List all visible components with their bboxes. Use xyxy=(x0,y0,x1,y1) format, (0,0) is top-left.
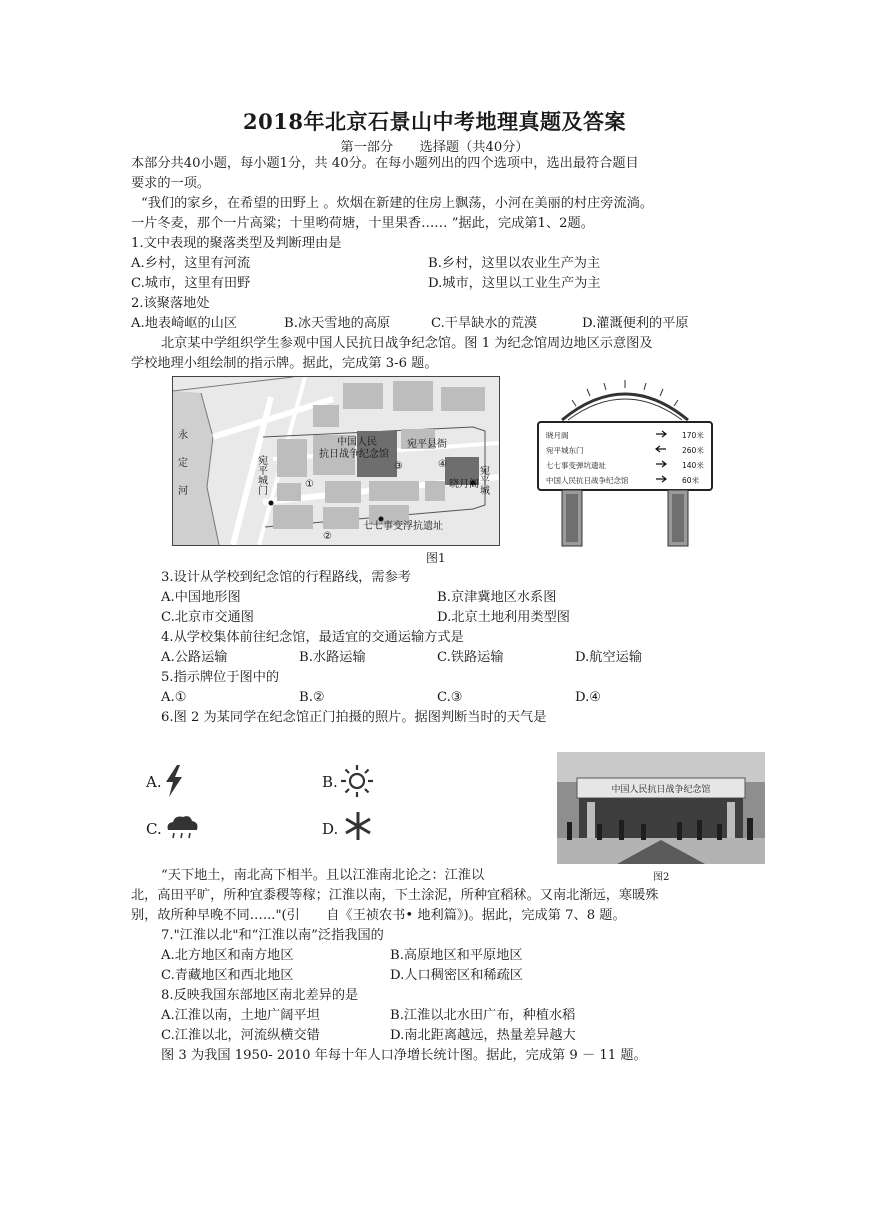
q1-option-c: C.城市，这里有田野 xyxy=(131,276,251,291)
q4-option-d: D.航空运输 xyxy=(575,650,643,665)
q1-option-d: D.城市，这里以工业生产为主 xyxy=(428,276,601,291)
map-river-label: 永定河 xyxy=(175,429,187,513)
map-marker-3: ③ xyxy=(394,461,403,472)
map-east-gate-label: 宛平城 xyxy=(477,465,489,495)
sign-row-1-name: 晓月阁 xyxy=(546,431,569,440)
q1-option-a: A.乡村，这里有河流 xyxy=(131,256,251,271)
intro-line: 北京某中学组织学生参观中国人民抗日战争纪念馆。图 1 为纪念馆周边地区示意图及 xyxy=(161,336,653,351)
section-heading: 第一部分 选择题（共40分） xyxy=(340,140,529,155)
q3-option-c: C.北京市交通图 xyxy=(161,610,254,625)
poem-line: “我们的家乡，在希望的田野上 。炊烟在新建的住房上飘荡，小河在美丽的村庄旁流淌。 xyxy=(141,196,654,211)
q6-option-a: A. xyxy=(146,773,162,791)
intro-line: 图 3 为我国 1950- 2010 年每十年人口净增长统计图。据此，完成第 9 － 11 题。 xyxy=(161,1048,647,1063)
q2-option-b: B.冰天雪地的高原 xyxy=(284,316,391,331)
sign-row-4-name: 中国人民抗日战争纪念馆 xyxy=(546,476,629,485)
quote-line: 别，故所种早晚不同…..."(引 自《王祯农书• 地利篇》)。据此，完成第 7、8 题。 xyxy=(131,908,626,923)
page-title: 2018年北京石景山中考地理真题及答案 xyxy=(243,109,626,134)
map-museum-label-2: 抗日战争纪念馆 xyxy=(319,449,389,460)
sun-icon xyxy=(340,764,374,798)
sign-row-1-dist: 170米 xyxy=(682,431,704,440)
instruction-line: 本部分共40小题，每小题1分，共 40分。在每小题列出的四个选项中，选出最符合题目 xyxy=(131,156,639,171)
q2-option-a: A.地表崎岖的山区 xyxy=(131,316,238,331)
map-museum-label-1: 中国人民 xyxy=(337,437,377,448)
q8-option-b: B.江淮以北水田广布，种植水稻 xyxy=(390,1008,576,1023)
figure-1-caption: 图1 xyxy=(426,551,446,565)
q4-stem: 4.从学校集体前往纪念馆，最适宜的交通运输方式是 xyxy=(161,630,464,645)
q8-option-c: C.江淮以北，河流纵横交错 xyxy=(161,1028,320,1043)
q1-stem: 1.文中表现的聚落类型及判断理由是 xyxy=(131,236,342,251)
q5-option-d: D.④ xyxy=(575,690,602,705)
q2-stem: 2.该聚落地处 xyxy=(131,296,210,311)
q5-option-b: B.② xyxy=(299,690,325,705)
q5-option-c: C.③ xyxy=(437,690,463,705)
map-marker-2: ② xyxy=(323,531,332,542)
sign-row-2-dist: 260米 xyxy=(682,446,704,455)
q5-stem: 5.指示牌位于图中的 xyxy=(161,670,280,685)
q3-option-d: D.北京土地利用类型图 xyxy=(437,610,570,625)
lightning-icon xyxy=(162,764,186,798)
q7-option-d: D.人口稠密区和稀疏区 xyxy=(390,968,523,983)
direction-sign xyxy=(532,376,718,548)
map-site-label: 七七事变浮抗遗址 xyxy=(363,521,443,532)
map-marker-4: ④ xyxy=(438,459,447,470)
museum-photo xyxy=(557,752,765,864)
q7-option-c: C.青藏地区和西北地区 xyxy=(161,968,294,983)
q2-option-c: C.干旱缺水的荒漠 xyxy=(431,316,538,331)
poem-line: 一片冬麦，那个一片高粱；十里哟荷塘，十里果香…… ”据此，完成第1、2题。 xyxy=(131,216,594,231)
q6-stem: 6.图 2 为某同学在纪念馆正门拍摄的照片。据图判断当时的天气是 xyxy=(161,710,547,725)
map-graphic xyxy=(173,377,499,545)
snowflake-icon xyxy=(342,810,374,842)
sign-graphic xyxy=(532,376,718,548)
sign-row-3-dist: 140米 xyxy=(682,461,704,470)
figure-2-caption: 图2 xyxy=(653,872,670,883)
rain-cloud-icon xyxy=(164,814,200,840)
q8-stem: 8.反映我国东部地区南北差异的是 xyxy=(161,988,359,1003)
map-marker-1: ① xyxy=(305,479,314,490)
q3-option-b: B.京津冀地区水系图 xyxy=(437,590,557,605)
instruction-line: 要求的一项。 xyxy=(131,176,211,191)
q6-option-b: B. xyxy=(322,773,338,791)
photo-graphic xyxy=(557,752,765,864)
q4-option-b: B.水路运输 xyxy=(299,650,366,665)
q6-option-d: D. xyxy=(322,820,339,838)
sign-row-3-name: 七七事变弹坑遗址 xyxy=(546,461,606,470)
q2-option-d: D.灌溉便利的平原 xyxy=(582,316,689,331)
museum-area-map xyxy=(172,376,500,546)
q7-option-a: A.北方地区和南方地区 xyxy=(161,948,294,963)
q3-stem: 3.设计从学校到纪念馆的行程路线，需参考 xyxy=(161,570,411,585)
map-yuetai-label: 晓月阁 xyxy=(449,479,479,490)
sign-row-2-name: 宛平城东门 xyxy=(546,446,584,455)
q4-option-c: C.铁路运输 xyxy=(437,650,504,665)
q7-option-b: B.高原地区和平原地区 xyxy=(390,948,523,963)
sign-row-4-dist: 60米 xyxy=(682,476,700,485)
map-county-label: 宛平县衙 xyxy=(407,439,447,450)
photo-banner-text: 中国人民抗日战争纪念馆 xyxy=(611,785,711,795)
q5-option-a: A.① xyxy=(161,690,187,705)
q7-stem: 7."江淮以北"和“江淮以南”泛指我国的 xyxy=(161,928,384,943)
q1-option-b: B.乡村，这里以农业生产为主 xyxy=(428,256,601,271)
intro-line: 学校地理小组绘制的指示牌。据此，完成第 3-6 题。 xyxy=(131,356,438,371)
map-west-gate-label: 宛平城门 xyxy=(255,455,267,495)
q3-option-a: A.中国地形图 xyxy=(161,590,241,605)
quote-line: 北，高田平旷，所种宜黍稷等稼；江淮以南，下土涂泥，所种宜稻秫。又南北渐远，寒暖殊 xyxy=(131,888,659,903)
q4-option-a: A.公路运输 xyxy=(161,650,228,665)
q8-option-d: D.南北距离越远，热量差异越大 xyxy=(390,1028,576,1043)
q8-option-a: A.江淮以南，土地广阔平坦 xyxy=(161,1008,320,1023)
q6-option-c: C. xyxy=(146,820,162,838)
quote-line: “天下地土，南北高下相半。且以江淮南北论之：江淮以 xyxy=(161,868,485,883)
